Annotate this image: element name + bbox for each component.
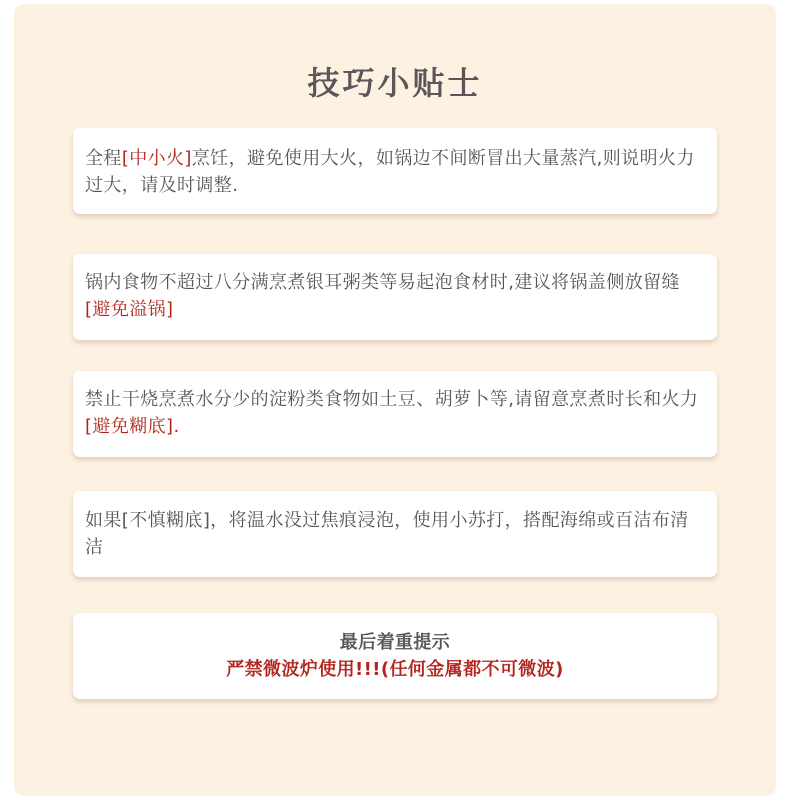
- tip-text-3: [85, 386, 705, 440]
- tip-text-4: [85, 507, 705, 561]
- tip-3-highlight: [避免糊底].: [85, 416, 180, 437]
- tip-text-1: [85, 145, 705, 199]
- final-warning-card: [73, 613, 717, 699]
- microwave-warning: 严禁微波炉使用!!!(任何金属都不可微波): [226, 659, 564, 680]
- tip-card-1: [73, 128, 717, 214]
- tip-1-segment: 烹饪，避免使用大火，如锅边不间断冒出大量蒸汽,则说明火力过大，请及时调整.: [85, 148, 695, 196]
- final-warning-title: 最后着重提示: [339, 632, 451, 653]
- tip-2-highlight: [避免溢锅]: [85, 299, 174, 320]
- tip-card-3: [73, 371, 717, 457]
- tip-1-segment: 全程: [85, 148, 122, 169]
- tip-text-2: [85, 269, 705, 323]
- tip-card-4: [73, 491, 717, 577]
- tip-3-segment: 禁止干烧烹煮水分少的淀粉类食物如土豆、胡萝卜等,请留意烹煮时长和火力: [85, 389, 699, 410]
- page-title: 技巧小贴士: [307, 64, 483, 102]
- tip-card-2: [73, 254, 717, 340]
- tip-2-segment: 锅内食物不超过八分满烹煮银耳粥类等易起泡食材时,建议将锅盖侧放留缝: [85, 272, 680, 293]
- tip-4-segment: 如果[不慎糊底]，将温水没过焦痕浸泡，使用小苏打，搭配海绵或百洁布清洁: [85, 510, 689, 558]
- tip-1-highlight: [中小火]: [121, 148, 192, 169]
